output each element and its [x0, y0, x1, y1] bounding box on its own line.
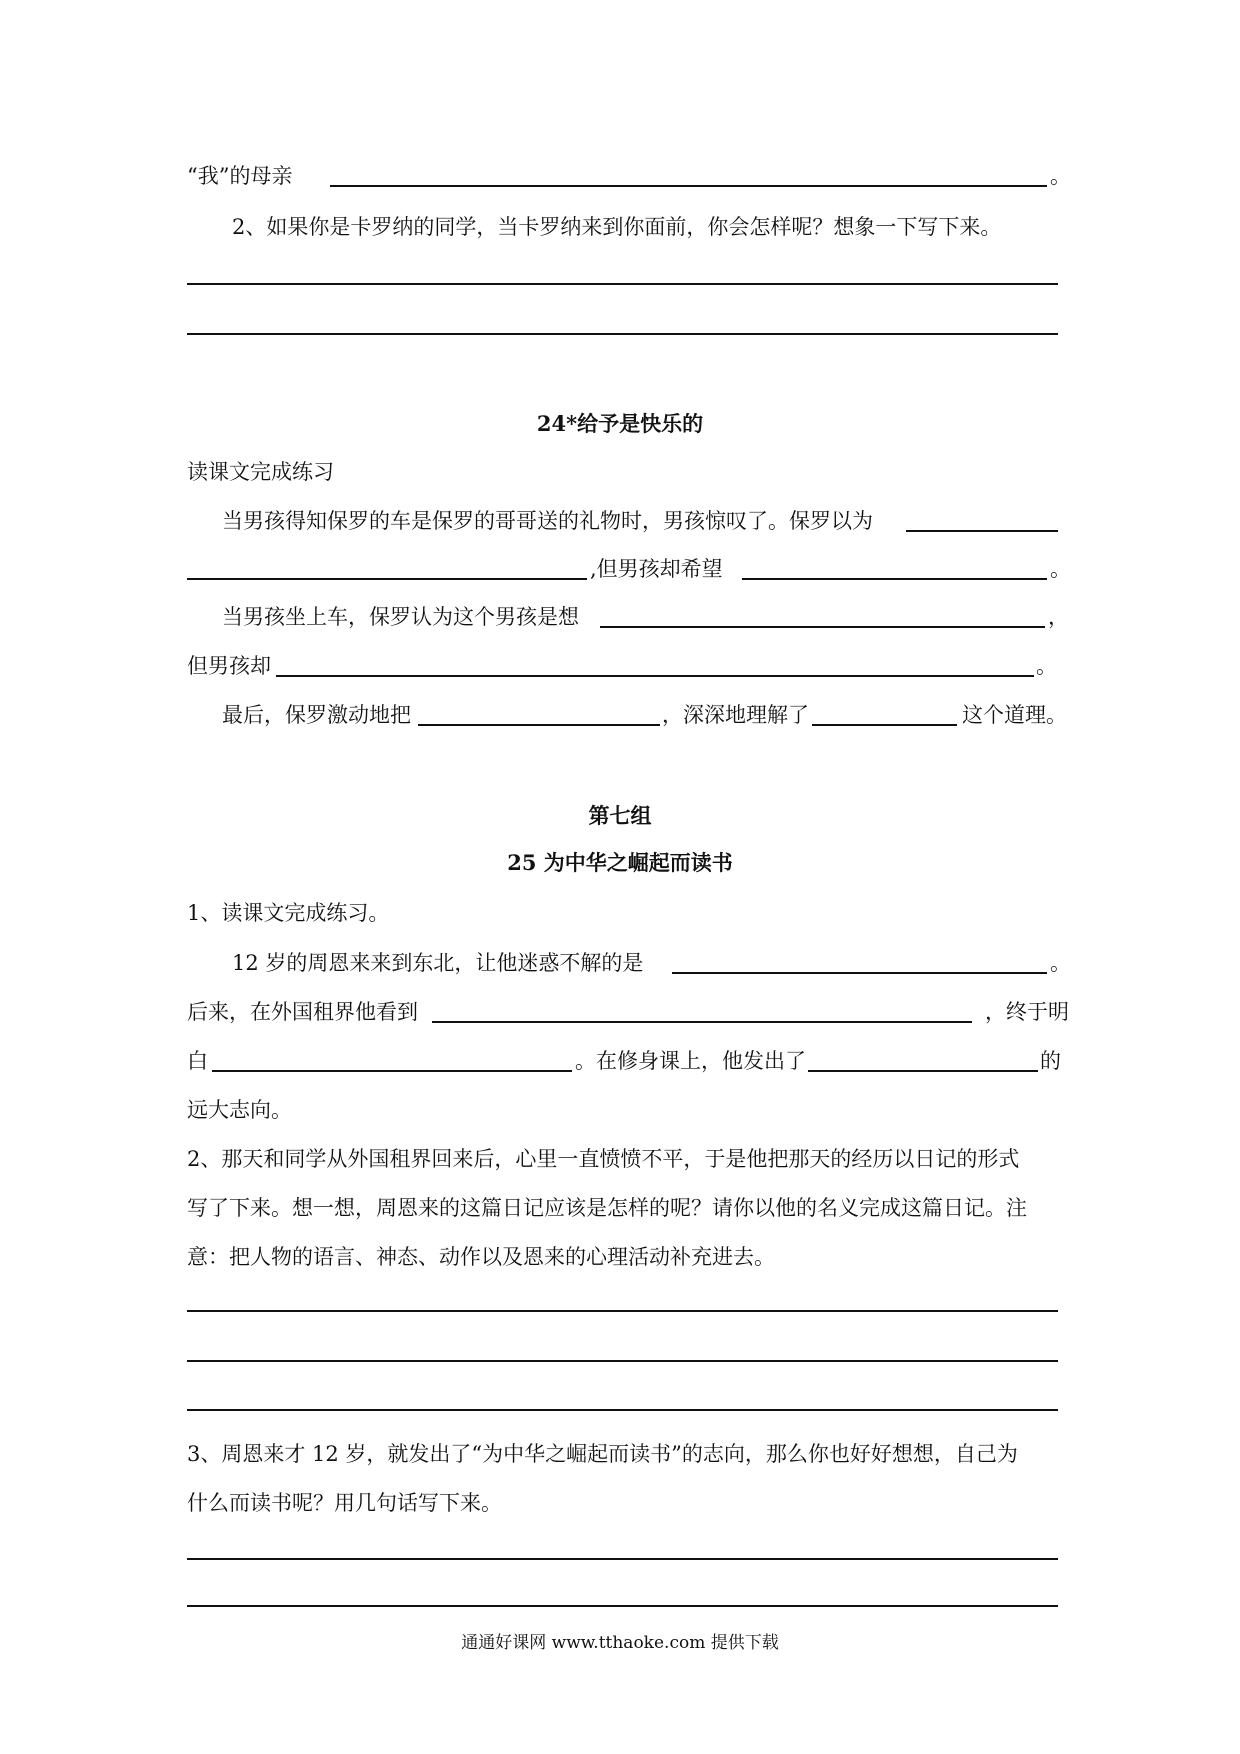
answer-blank[interactable] — [808, 1070, 1038, 1072]
lesson-24-paragraph-3-end: 这个道理。 — [962, 703, 1067, 727]
answer-blank[interactable] — [600, 626, 1045, 628]
lesson-25-q3-line-2: 什么而读书呢？用几句话写下来。 — [187, 1491, 502, 1515]
lesson-25-q1-line-2-end: ，终于明 — [985, 1000, 1069, 1024]
lesson-24-paragraph-1-mid: ,但男孩却希望 — [590, 557, 723, 581]
lesson-25-q1-line-3-end: 的 — [1040, 1049, 1061, 1073]
lesson-24-paragraph-2: 当男孩坐上车，保罗认为这个男孩是想 — [222, 605, 579, 629]
writing-line[interactable] — [187, 333, 1058, 335]
lesson-24-paragraph-1: 当男孩得知保罗的车是保罗的哥哥送的礼物时，男孩惊叹了。保罗以为 — [222, 509, 873, 533]
lesson-25-q1-line-4: 远大志向。 — [187, 1098, 292, 1122]
answer-blank[interactable] — [906, 530, 1058, 532]
sentence-end: 。 — [1050, 557, 1071, 581]
answer-blank[interactable] — [418, 724, 660, 726]
lesson-25-q2-line-3: 意：把人物的语言、神态、动作以及恩来的心理活动补充进去。 — [187, 1245, 775, 1269]
question-2-text: 2、如果你是卡罗纳的同学，当卡罗纳来到你面前，你会怎样呢？想象一下写下来。 — [232, 215, 1002, 239]
answer-blank[interactable] — [187, 578, 587, 580]
lesson-24-paragraph-3-mid: ，深深地理解了 — [662, 703, 809, 727]
lesson-25-q1-line-3-mid: 。在修身课上，他发出了 — [575, 1049, 806, 1073]
answer-blank[interactable] — [672, 972, 1047, 974]
answer-blank[interactable] — [212, 1070, 572, 1072]
lesson-25-q2-line-2: 写了下来。想一想，周恩来的这篇日记应该是怎样的呢？请你以他的名义完成这篇日记。注 — [187, 1196, 1027, 1220]
writing-line[interactable] — [187, 1605, 1058, 1607]
page-footer: 通通好课网 www.tthaoke.com 提供下载 — [461, 1633, 779, 1653]
lesson-25-q1-line-2: 后来，在外国租界他看到 — [187, 1000, 418, 1024]
sentence-end: 。 — [1036, 654, 1057, 678]
answer-blank[interactable] — [276, 675, 1034, 677]
answer-blank[interactable] — [812, 724, 957, 726]
sentence-end: 。 — [1050, 164, 1071, 188]
group-heading: 第七组 — [588, 803, 652, 828]
sentence-end: 。 — [1050, 951, 1071, 975]
mother-label: “我”的母亲 — [187, 164, 293, 188]
lesson-25-q2-line-1: 2、那天和同学从外国租界回来后，心里一直愤愤不平，于是他把那天的经历以日记的形式 — [187, 1147, 1020, 1171]
lesson-25-question-1: 1、读课文完成练习。 — [187, 901, 390, 925]
lesson-24-title: 24*给予是快乐的 — [536, 411, 704, 436]
writing-line[interactable] — [187, 1558, 1058, 1560]
lesson-25-title: 25 为中华之崛起而读书 — [507, 850, 733, 875]
writing-line[interactable] — [187, 1409, 1058, 1411]
lesson-25-q1-line-3: 白 — [187, 1049, 208, 1073]
lesson-24-instruction: 读课文完成练习 — [187, 460, 334, 484]
writing-line[interactable] — [187, 1310, 1058, 1312]
answer-blank[interactable] — [432, 1021, 972, 1023]
writing-line[interactable] — [187, 283, 1058, 285]
lesson-25-q1-line-1: 12 岁的周恩来来到东北，让他迷惑不解的是 — [232, 951, 644, 975]
answer-blank[interactable] — [330, 185, 1047, 187]
answer-blank[interactable] — [742, 578, 1047, 580]
lesson-25-q3-line-1: 3、周恩来才 12 岁，就发出了“为中华之崛起而读书”的志向，那么你也好好想想，自己为 — [187, 1442, 1018, 1466]
writing-line[interactable] — [187, 1360, 1058, 1362]
lesson-24-paragraph-3: 最后，保罗激动地把 — [222, 703, 411, 727]
lesson-24-paragraph-2b: 但男孩却 — [187, 654, 271, 678]
sentence-comma: ， — [1048, 605, 1069, 629]
